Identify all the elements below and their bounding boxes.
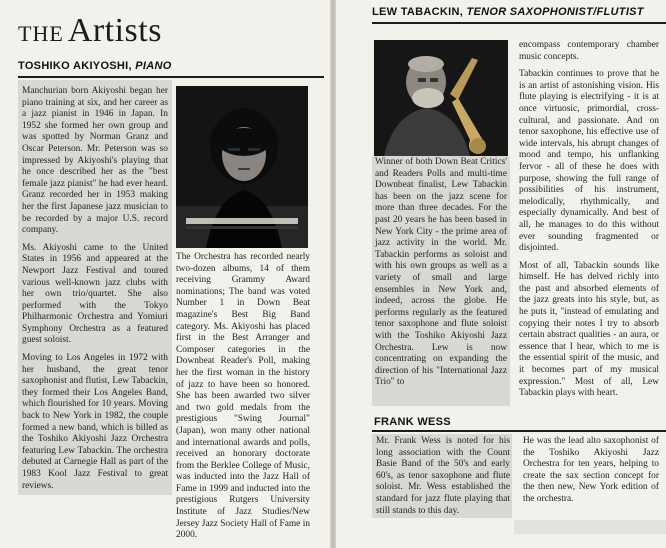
page-title <box>18 12 162 50</box>
wess-paragraph: He was the lead alto saxophonist of the Toshiko Akiyoshi Jazz Orchestra for ten years, helping to create the sax section concept for the then new, New York edition of the orchestra. <box>523 436 659 504</box>
section-rule <box>372 22 666 24</box>
akiyoshi-column-2 <box>176 252 310 548</box>
section-heading-name: FRANK WESS <box>374 416 451 428</box>
tabackin-column-2 <box>519 40 659 406</box>
section-heading-tabackin <box>372 6 644 18</box>
footer-stripe <box>514 520 666 534</box>
wess-column-2 <box>523 436 659 512</box>
section-heading-akiyoshi <box>18 60 172 72</box>
akiyoshi-portrait-image <box>176 86 308 248</box>
akiyoshi-paragraph: Manchurian born Akiyoshi began her piano training at six, and her career as a jazz pianist in 1946 in Japan. In 1952 she formed her own group and was spotted by Norman Granz and Oscar Peterson. Mr. Peterson was so impressed by Akiyoshi's playing that he once described her as the "best female jazz pianist" he had ever heard. Granz recorded her in 1953 making her the first Japanese jazz musician to be recorded by a major U.S. record company. <box>22 86 168 236</box>
akiyoshi-photo <box>176 86 308 248</box>
tabackin-column-1 <box>375 157 507 395</box>
section-heading-name: TOSHIKO AKIYOSHI, <box>18 60 132 72</box>
tabackin-portrait-image <box>374 40 508 156</box>
akiyoshi-paragraph: Moving to Los Angeles in 1972 with her husband, the great tenor saxophonist and flutist, Lew Tabackin, they formed their Los Angeles Band, which flourished for 10 years. Moving back to New York in 1982, the couple formed a new band, which is billed as the Toshiko Akiyoshi Jazz Orchestra featuring Lew Tabackin. The orchestra debuted at Carnegie Hall as part of the 1983 Kool Jazz Festival to great reviews. <box>22 353 168 491</box>
section-heading-role: PIANO <box>135 60 172 72</box>
right-page <box>336 0 666 548</box>
section-heading-name: LEW TABACKIN, <box>372 6 464 18</box>
section-heading-role: TENOR SAXOPHONIST/FLUTIST <box>466 6 644 18</box>
section-heading-wess <box>374 416 451 428</box>
tabackin-paragraph: Winner of both Down Beat Critics' and Readers Polls and multi-time Downbeat finalist, Lew Tabackin has been on the jazz scene for more than three decades. For the past 20 years he has been based in New York City - the prime area of jazz activity in the world. Mr. Tabackin performs as soloist and with his own groups as well as a variety of small and large ensembles in New York and, indeed, across the globe. He performs regularly as the featured tenor saxophone and flute soloist with the Toshiko Akiyoshi Jazz Orchestra. Lew is now concentrating on expanding the direction of his "International Jazz Trio" to <box>375 157 507 388</box>
akiyoshi-column-1 <box>22 86 168 498</box>
wess-paragraph: Mr. Frank Wess is noted for his long association with the Count Basie Band of the 50's and early 60's, as tenor saxophone and flute soloist. Mr. Wess established the standard for jazz flute playing that still stands to this day. <box>376 436 510 516</box>
tabackin-paragraph: encompass contemporary chamber music concepts. <box>519 40 659 62</box>
page-title-main: Artists <box>67 12 162 49</box>
tabackin-paragraph: Tabackin continues to prove that he is an artist of astonishing vision. His flute playing is electrifying - it is at once virtuosic, primordial, cross-cultural, and passionate. And on tenor saxophone, his effective use of wide intervals, his abrupt changes of mood and tempo, his unflanking fervor - all of these he does with purpose, showing the full range of possibilities of his instrument, melodically, rhythmically, and especially dynamically. And best of all, he manages to do this without ever sounding fragmented or disjointed. <box>519 69 659 254</box>
left-page <box>0 0 330 548</box>
tabackin-photo <box>374 40 508 156</box>
akiyoshi-paragraph: Ms. Akiyoshi came to the United States in 1956 and appeared at the Newport Jazz Festival and toured various well-known jazz clubs with her own trio/quartet. She also performed with the Tokyo Philharmonic Orchestra and Yomiuri Symphony Orchestra as a featured guest soloist. <box>22 242 168 346</box>
wess-column-1 <box>376 436 510 523</box>
page-title-the: THE <box>18 21 64 46</box>
tabackin-paragraph: Most of all, Tabackin sounds like himself. He has delved richly into the past and absorbed elements of the jazz greats into his style, but, as he puts it, "instead of emulating and copying their notes I try to absorb certain abstract qualities - an aura, or essence that I hear, which to me is the essential spirit of the music, and it becomes part of my musical expression." Most of all, Lew Tabackin plays with heart. <box>519 260 659 399</box>
akiyoshi-paragraph: The Orchestra has recorded nearly two-dozen albums, 14 of them receiving Grammy Award nominations; The band was voted Number 1 in Down Beat magazine's Best Big Band category. Ms. Akiyoshi has placed first in the Best Arranger and Composer categories in the Downbeat Reader's Poll, making her the first woman in the history of jazz to have been so honored. She has been awarded two silver and two gold medals from the prestigious "Swing Journal" (Japan), won many other national and international awards and polls, received an honorary doctorate from the Berklee College of Music, was inducted into the Jazz Hall of Fame in 1999 and inducted into the prestigious Rutgers University Institute of Jazz Studies/New Jersey Jazz Society Hall of Fame in 2000. <box>176 252 310 541</box>
section-rule <box>18 76 324 78</box>
section-rule <box>372 430 666 432</box>
